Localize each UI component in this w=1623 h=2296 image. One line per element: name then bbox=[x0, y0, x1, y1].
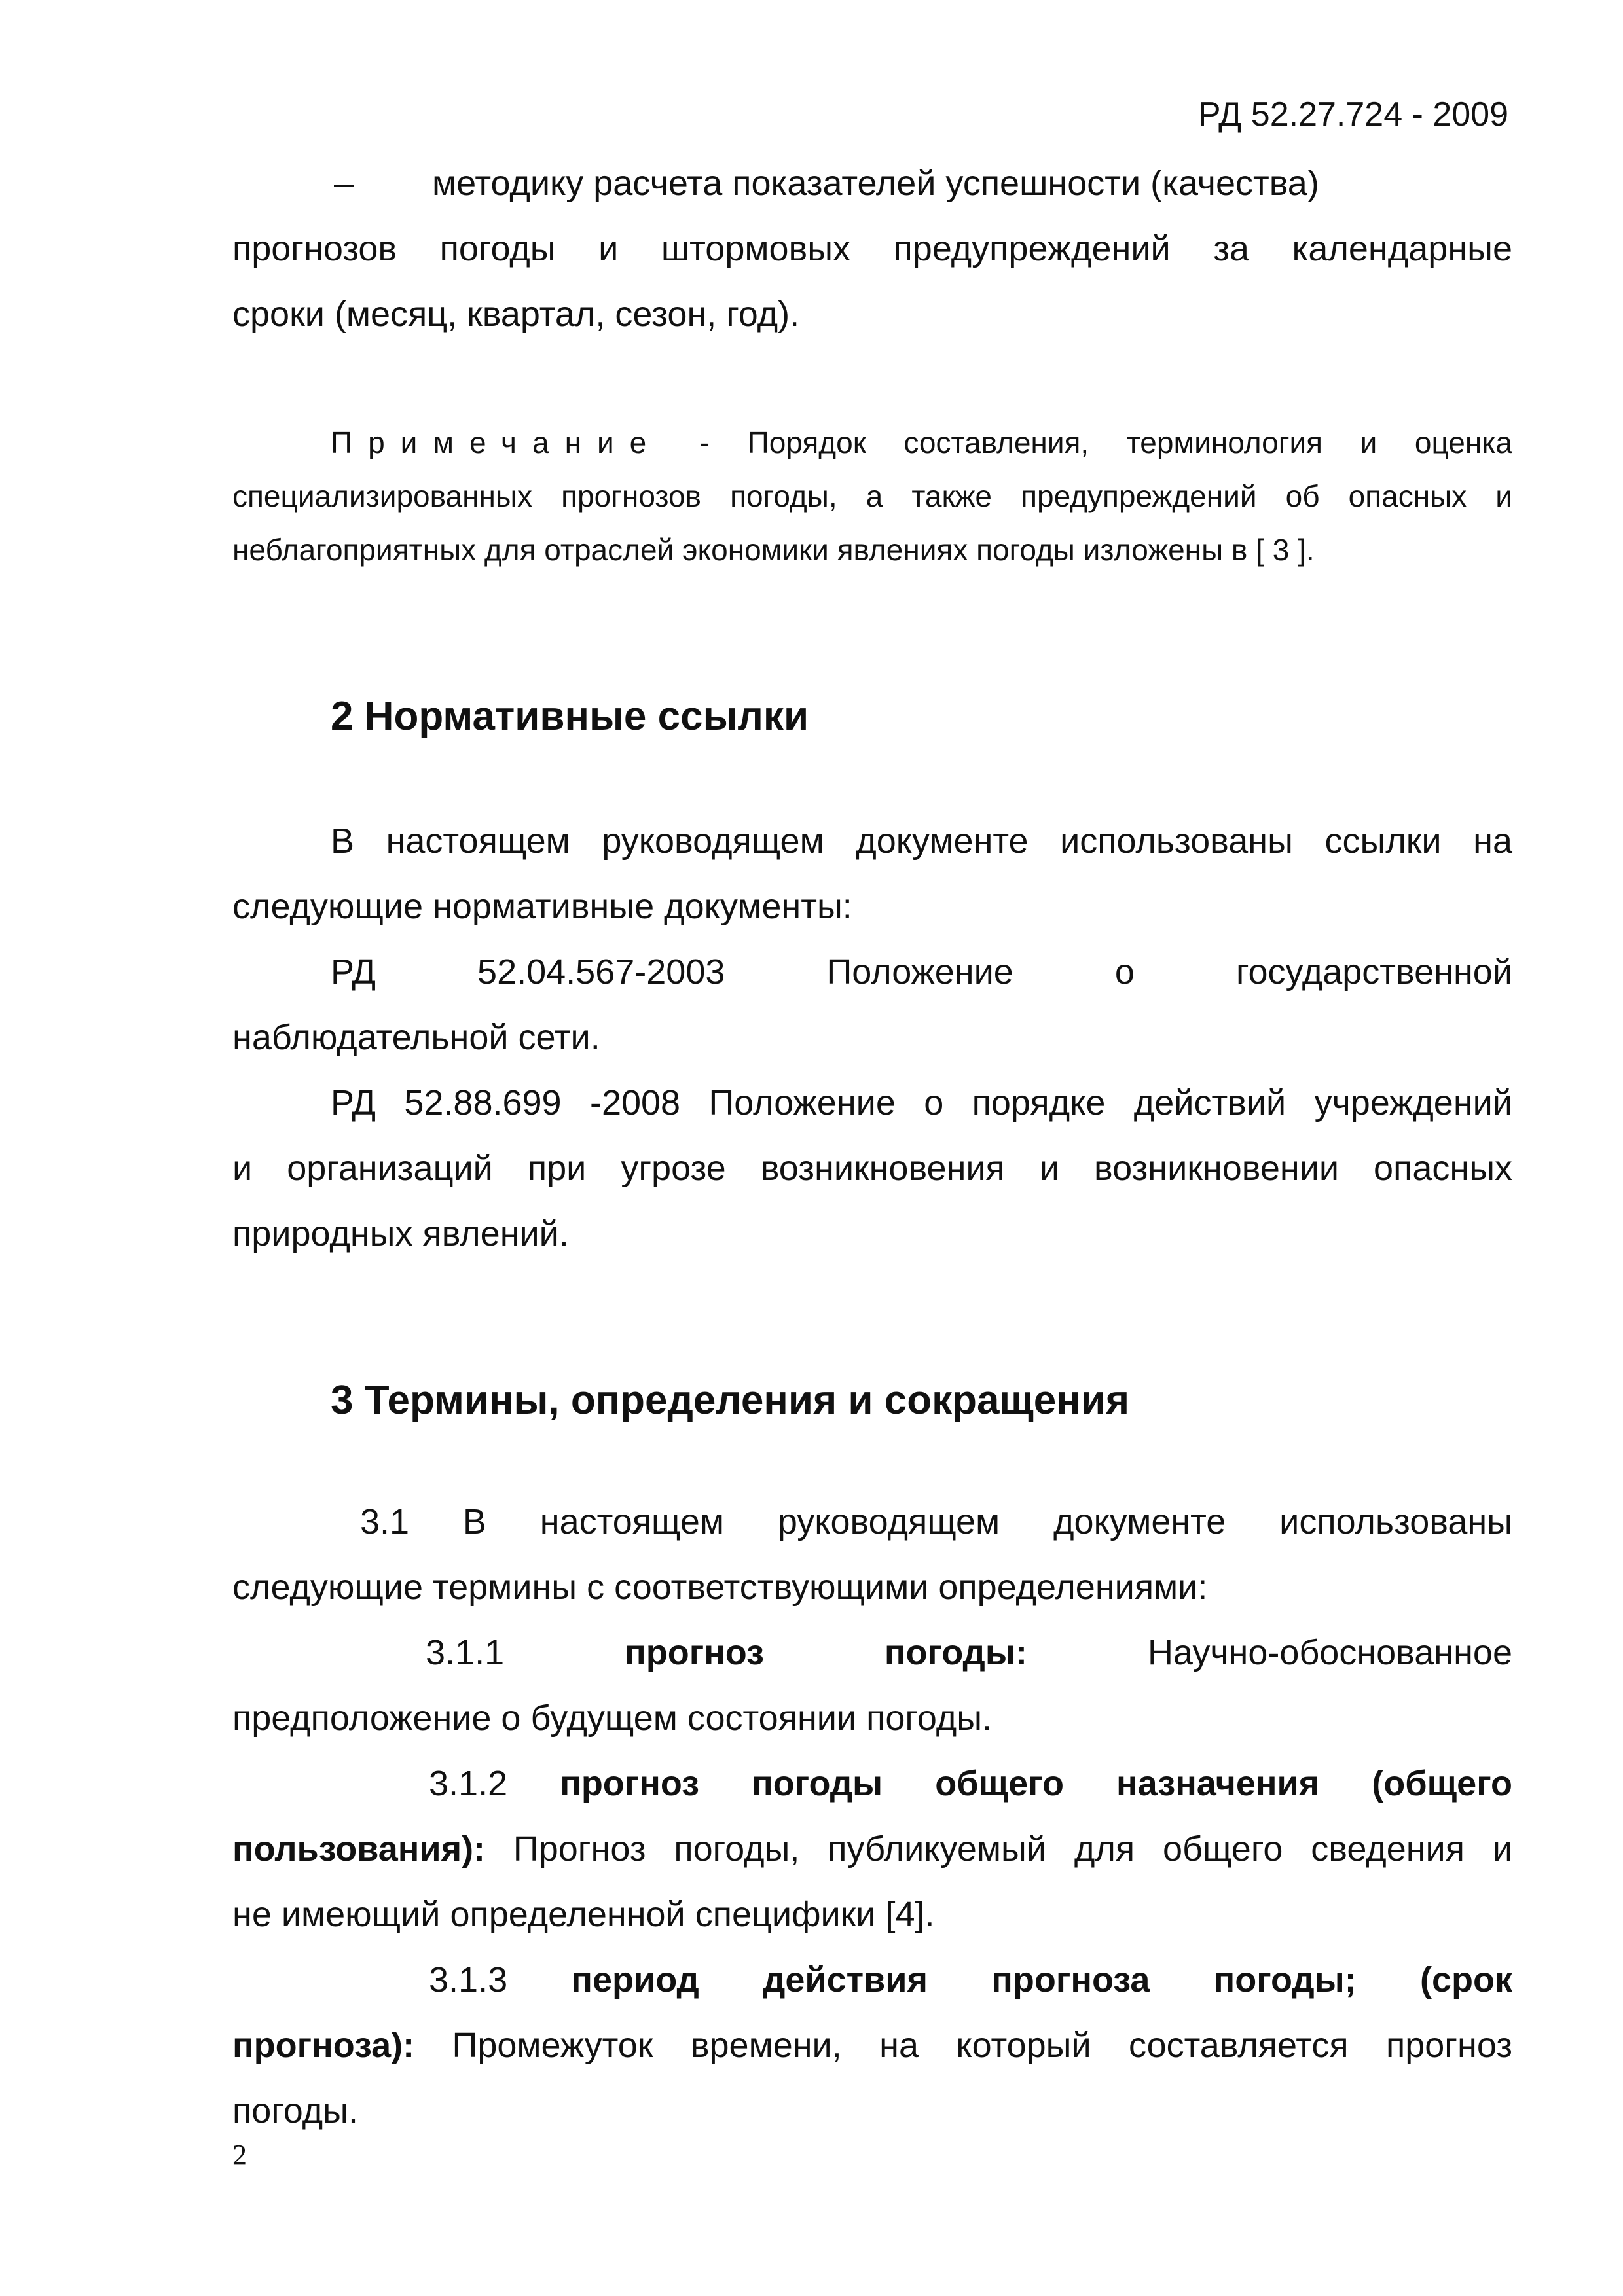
intro-line-1 bbox=[232, 151, 1512, 216]
reference-2-line-3: природных явлений. bbox=[232, 1214, 569, 1253]
term-3-title-cont: прогноза): bbox=[232, 2026, 415, 2065]
term-3-line-3: погоды. bbox=[232, 2091, 358, 2130]
term-2-line-1 bbox=[232, 1751, 1512, 1816]
term-1-line-1 bbox=[232, 1620, 1512, 1685]
s2-p1-line-1: В настоящем руководящем документе использованы ссылки на bbox=[331, 821, 1512, 861]
intro-paragraph bbox=[232, 151, 1512, 347]
reference-1-line-2: наблюдательной сети. bbox=[232, 1018, 600, 1057]
document-code: РД 52.27.724 - 2009 bbox=[1197, 96, 1508, 134]
term-3-title: период действия прогноза погоды; (срок bbox=[571, 1960, 1512, 2000]
note-label: Примечание bbox=[331, 425, 663, 459]
term-2-title: прогноз погоды общего назначения (общего bbox=[560, 1764, 1512, 1803]
note-paragraph bbox=[232, 416, 1512, 577]
s3-p1-line-2: следующие термины с соответствующими определениями: bbox=[232, 1568, 1208, 1607]
term-2-line-3: не имеющий определенной специфики [4]. bbox=[232, 1895, 935, 1934]
term-1-number: 3.1.1 bbox=[426, 1633, 505, 1672]
reference-2-line-1: РД 52.88.699 -2008 Положение о порядке действий учреждений bbox=[331, 1083, 1512, 1122]
section-3-body bbox=[232, 1489, 1512, 2144]
term-2-number: 3.1.2 bbox=[429, 1764, 508, 1803]
term-3-number: 3.1.3 bbox=[429, 1960, 508, 2000]
term-1-definition: Научно-обоснованное bbox=[1147, 1633, 1512, 1672]
reference-1-line-1: РД 52.04.567-2003 Положение о государственной bbox=[331, 952, 1512, 992]
reference-2-line-2: и организаций при угрозе возникновения и возникновении опасных bbox=[232, 1149, 1512, 1188]
section-3-heading: 3 Термины, определения и сокращения bbox=[331, 1378, 1129, 1423]
intro-line-2: прогнозов погоды и штормовых предупреждений за календарные bbox=[232, 229, 1512, 268]
term-3-line-2 bbox=[232, 2013, 1512, 2078]
term-2-title-cont: пользования): bbox=[232, 1829, 486, 1869]
list-dash: – bbox=[334, 164, 354, 203]
term-1-line-2: предположение о будущем состоянии погоды. bbox=[232, 1698, 993, 1738]
term-3-line-1 bbox=[232, 1947, 1512, 2013]
term-1-title: прогноз погоды: bbox=[625, 1633, 1027, 1672]
note-line-1 bbox=[232, 416, 1512, 469]
section-2-body bbox=[232, 808, 1512, 1266]
note-line-3: неблагоприятных для отраслей экономики явлениях погоды изложены в [ 3 ]. bbox=[232, 533, 1315, 567]
section-2-heading: 2 Нормативные ссылки bbox=[331, 694, 809, 739]
term-2-definition: Прогноз погоды, публикуемый для общего сведения и bbox=[485, 1829, 1512, 1869]
note-line-2: специализированных прогнозов погоды, а также предупреждений об опасных и bbox=[232, 479, 1512, 513]
s3-p1-line-1: 3.1 В настоящем руководящем документе использованы bbox=[360, 1502, 1512, 1541]
term-3-definition: Промежуток времени, на который составляется прогноз bbox=[414, 2026, 1512, 2065]
page-number: 2 bbox=[232, 2139, 247, 2171]
term-2-line-2 bbox=[232, 1816, 1512, 1882]
s2-p1-line-2: следующие нормативные документы: bbox=[232, 887, 852, 926]
intro-text-1: методику расчета показателей успешности (качества) bbox=[432, 164, 1319, 203]
intro-line-3: сроки (месяц, квартал, сезон, год). bbox=[232, 295, 800, 334]
note-text-1: - Порядок составления, терминология и оценка bbox=[662, 425, 1512, 459]
